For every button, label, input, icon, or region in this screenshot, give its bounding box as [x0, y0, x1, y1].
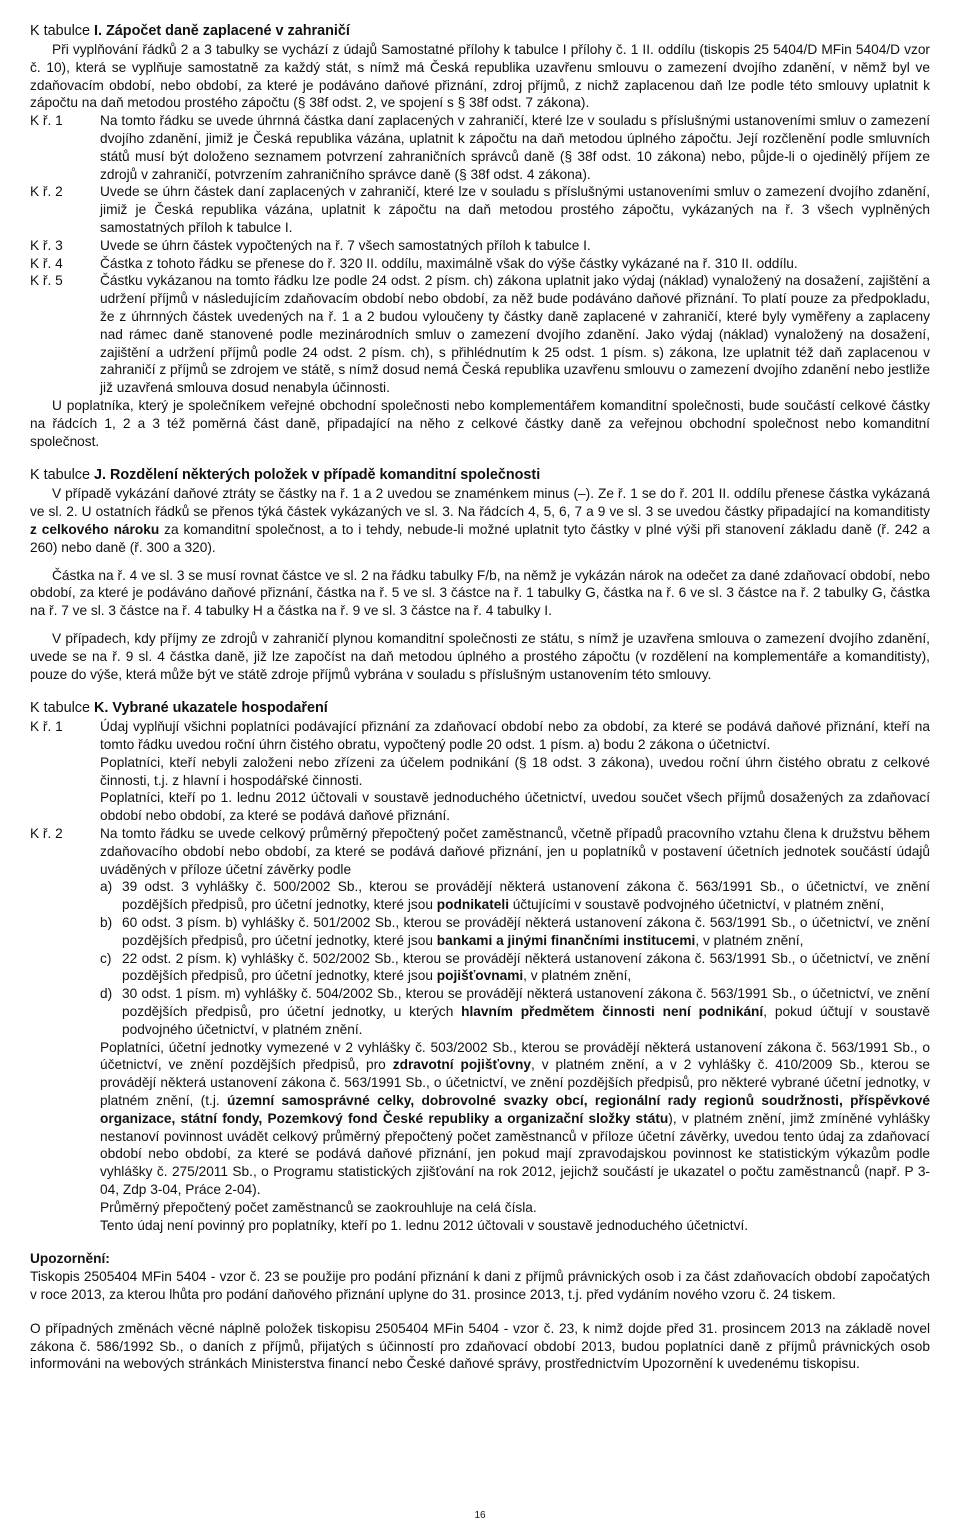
row-label: K ř. 1: [30, 719, 63, 735]
list-item: d) 30 odst. 1 písm. m) vyhlášky č. 504/2002 Sb., kterou se provádějí některá ustanovení zákona č. 563/1991 Sb., o účetnictví, ve znění pozdějších předpisů, pro účetní jednotky, u kterých hlavním předmětem činnosti není podnikání, pokud účtují v soustavě podvojného účetnictví, v platném znění.: [100, 986, 930, 1037]
row-label: K ř. 2: [30, 826, 63, 842]
row-text: Částka z tohoto řádku se přenese do ř. 320 II. oddílu, maximálně však do výše částky vykázané na ř. 310 II. oddílu.: [100, 255, 798, 271]
section-k-heading: K tabulce K. Vybrané ukazatele hospodaření: [30, 700, 328, 717]
page-number: 16: [474, 1510, 486, 1521]
page-content: [30, 22, 930, 1373]
row-text: Údaj vyplňují všichni poplatníci podávající přiznání za zdaňovací období nebo za období, za které se podává daňové přiznání, kteří na tomto řádku uvedou roční úhrn čistého obratu, vypočtený podle 20 odst. 1 písm. a) bodu 2 zákona o účetnictví. Poplatníci, kteří nebyli založeni nebo zřízeni za účelem podnikání (§ 18 odst. 3 zákona), uvedou roční úhrn čistého obratu z celkové činnosti, t.j. z hlavní i hospodářské činnosti. Poplatníci, kteří po 1. lednu 2012 účtovali v soustavě jednoduchého účetnictví, uvedou součet všech příjmů dosažených za zdaňovací období nebo období, za které se podává daňové přiznání.: [100, 719, 930, 824]
row-item: [30, 272, 930, 397]
row-item: [30, 112, 930, 183]
list-item: a) 39 odst. 3 vyhlášky č. 500/2002 Sb., kterou se provádějí některá ustanovení zákona č. 563/1991 Sb., o účetnictví, ve znění pozdějších předpisů, pro účetní jednotky, které jsou podnikateli účtujícími v soustavě podvojného účetnictví, v platném znění,: [100, 879, 930, 913]
row-label: K ř. 5: [30, 273, 63, 289]
row-label: K ř. 1: [30, 113, 63, 129]
row-item: [30, 718, 930, 825]
row-text: Uvede se úhrn částek daní zaplacených v zahraničí, které lze v souladu s příslušnými ustanoveními smluv o zamezení dvojího zdanění, jimiž je Česká republika vázána, uplatnit k zápočtu na daň metodou prostého zápočtu, vykázaných na ř. 3 všech vyplněných samostatných příloh k tabulce I.: [100, 184, 930, 235]
row-item: [30, 183, 930, 236]
section-i-outro: U poplatníka, který je společníkem veřejné obchodní společnosti nebo komplementářem komanditní společnosti, bude součástí celkové částky na řádcích 1, 2 a 3 též poměrná část daně, připadající na něho z celkové částky daně za veřejnou obchodní společnost nebo komanditní společnost.: [30, 397, 930, 449]
row-item: [30, 825, 930, 1234]
row-item: [30, 237, 930, 255]
section-j-p2: Částka na ř. 4 ve sl. 3 se musí rovnat částce ve sl. 2 na řádku tabulky F/b, na němž je vykázán nárok na odečet za dané zdaňovací období, nebo období, za které je podáváno daňové přiznání, částka na ř. 5 ve sl. 3 částce na ř. 1 tabulky G, částka na ř. 6 ve sl. 3 částce na ř. 2 tabulky G, částka na ř. 7 ve sl. 3 částce na ř. 4 tabulky H a částka na ř. 9 ve sl. 3 částce na ř. 4 tabulky I.: [30, 567, 930, 619]
warning-p1: Tiskopis 2505404 MFin 5404 - vzor č. 23 se použije pro podání přiznání k dani z příjmů právnických osob i za část zdaňovacích období započatých v roce 2013, za kterou lhůta pro podání daňového přiznání uplyne do 31. prosince 2013, t.j. před vydáním nového vzoru č. 24 tiskem.: [30, 1269, 930, 1302]
row-label: K ř. 2: [30, 184, 63, 200]
section-i-rows: [30, 112, 930, 397]
list-item: b) 60 odst. 3 písm. b) vyhlášky č. 501/2002 Sb., kterou se provádějí některá ustanovení zákona č. 563/1991 Sb., o účetnictví, ve znění pozdějších předpisů, pro účetní jednotky, které jsou bankami a jinými finančními institucemi, v platném znění,: [100, 915, 930, 948]
warning-heading: Upozornění:: [30, 1251, 110, 1267]
row-text: Uvede se úhrn částek vypočtených na ř. 7 všech samostatných příloh k tabulce I.: [100, 237, 591, 253]
warning-p2: O případných změnách věcné náplně položek tiskopisu 2505404 MFin 5404 - vzor č. 23, k nimž dojde před 31. prosincem 2013 na základě novel zákona č. 586/1992 Sb., o daních z příjmů, přijatých s účinností pro zdaňovací období 2013, budou poplatníci daně z příjmů právnických osob informováni na webových stránkách Ministerstva financí nebo České daňové správy, prostřednictvím Upozornění k uvedenému tiskopisu.: [30, 1320, 930, 1372]
list-item: c) 22 odst. 2 písm. k) vyhlášky č. 502/2002 Sb., kterou se provádějí některá ustanovení zákona č. 563/1991 Sb., o účetnictví, ve znění pozdějších předpisů, pro účetní jednotky, které jsou pojišťovnami, v platném znění,: [100, 950, 930, 984]
section-i-heading: K tabulce I. Zápočet daně zaplacené v zahraničí: [30, 23, 350, 39]
row-label: K ř. 4: [30, 255, 63, 271]
section-j-p3: V případech, kdy příjmy ze zdrojů v zahraničí plynou komanditní společnosti ze státu, s nímž je uzavřena smlouva o zamezení dvojího zdanění, uvede se na ř. 9 sl. 4 částka daně, již lze započíst na daň metodou úplného a prostého zápočtu (v rozdělení na komplementáře a komanditisty), pouze do výše, která může být ve státě zdroje příjmů vybrána v souladu s příslušným ustanovením této smlouvy.: [30, 630, 930, 682]
row-label: K ř. 3: [30, 237, 63, 253]
row-item: [30, 255, 930, 273]
row-text: Na tomto řádku se uvede celkový průměrný přepočtený počet zaměstnanců, včetně případů pracovního vztahu člena k družstvu během zdaňovacího období nebo období, za které se podává daňové přiznání, jen u poplatníků v postavení účetních jednotek součástí údajů uváděných v příloze účetní závěrky podle a) 39 odst. 3 vyhlášky č. 500/2002 Sb., kterou se provádějí některá ustanovení zákona č. 563/1991 Sb., o účetnictví, ve znění pozdějších předpisů, pro účetní jednotky, které jsou podnikateli účtujícími v soustavě podvojného účetnictví, v platném znění, b) 60 odst. 3 písm. b) vyhlášky č. 501/2002 Sb., kterou se provádějí některá ustanovení zákona č. 563/1991 Sb., o účetnictví, ve znění pozdějších předpisů, pro účetní jednotky, které jsou bankami a jinými finančními institucemi, v platném znění, c) 22 odst. 2 písm. k) vyhlášky č. 502/2002 Sb., kterou se provádějí některá ustanovení zákona č. 563/1991 Sb., o účetnictví, ve znění pozdějších předpisů, pro účetní jednotky, které jsou pojišťovnami, v platném znění, d) 30 odst. 1 písm. m) vyhlášky č. 504/2002 Sb., kterou se provádějí některá ustanovení zákona č. 563/1991 Sb., o účetnictví, ve znění pozdějších předpisů, pro účetní jednotky, u kterých hlavním předmětem činnosti není podnikání, pokud účtují v soustavě podvojného účetnictví, v platném znění. Poplatníci, účetní jednotky vymezené v 2 vyhlášky č. 503/2002 Sb., kterou se provádějí některá ustanovení zákona č. 563/1991 Sb., o účetnictví, ve znění pozdějších předpisů, pro zdravotní pojišťovny, v platném znění, a v 2 vyhlášky č. 410/2009 Sb., kterou se provádějí některá ustanovení zákona č. 563/1991 Sb., o účetnictví, ve znění pozdějších předpisů, pro některé vybrané účetní jednotky, v platném znění, (t.j. územní samosprávné celky, dobrovolné svazky obcí, regionální rady regionů soudržnosti, příspěvkové organizace, státní fondy, Pozemkový fond České republiky a organizační složky státu), v platném znění, jimž zmíněné vyhlášky nestanoví povinnost uvádět celkový průměrný přepočtený počet zaměstnanců v příloze účetní závěrky, uvedou tento údaj za zdaňovací období nebo období, za které se podává daňové přiznání, jen pokud mají zpravodajskou povinnost ke statistickým výkazům podle vyhlášky č. 275/2011 Sb., o Programu statistických zjišťování na rok 2012, jejichž součástí je ukazatel o počtu zaměstnanců (např. P 3-04, Zdp 3-04, Práce 2-04). Průměrný přepočtený počet zaměstnanců se zaokrouhluje na celá čísla. Tento údaj není povinný pro poplatníky, kteří po 1. lednu 2012 účtovali v soustavě jednoduchého účetnictví.: [100, 826, 931, 1233]
section-j-heading: K tabulce J. Rozdělení některých položek v případě komanditní společnosti: [30, 467, 541, 484]
section-i-intro: Při vyplňování řádků 2 a 3 tabulky se vychází z údajů Samostatné přílohy k tabulce I přílohy č. 1 II. oddílu (tiskopis 25 5404/D MFin 5404/D vzor č. 10), která se vyplňuje samostatně za každý stát, s nímž má Česká republika uzavřenu smlouvu o zamezení dvojího zdanění, v němž byl ve zdaňovacím období, nebo období, za které je podáváno daňové přiznání, zdroj příjmů, z nichž zaplacenou daň lze podle této smlouvy uplatnit k zápočtu na daň metodou prostého zápočtu (§ 38f odst. 2, ve spojení s § 38f odst. 7 zákona).: [30, 42, 930, 111]
row-text: Částku vykázanou na tomto řádku lze podle 24 odst. 2 písm. ch) zákona uplatnit jako výdaj (náklad) vynaložený na dosažení, zajištění a udržení příjmů v následujícím zdaňovacím období nebo období, za něž bude podáváno daňové přiznání. To platí pouze za předpokladu, že z úhrnných částek uvedených na ř. 1 a 2 budou vyloučeny ty částky daně zaplacené v zahraničí, které byly vyměřeny a zaplaceny nad rámec daně stanovené podle mezinárodních smluv o zamezení dvojího zdanění. Jako výdaj (náklad) vynaložený na dosažení, zajištění a udržení příjmů podle 24 odst. 2 písm. ch), s přihlédnutím k 25 odst. 1 písm. s) zákona, lze uplatnit též daň zaplacenou v zahraničí z příjmů se zdrojem ve státě, s nímž dosud nemá Česká republika uzavřenu smlouvu o zamezení dvojího zdanění nebo jestliže již uzavřená smlouva dosud nenabyla účinnosti.: [100, 273, 930, 396]
section-j-p1: V případě vykázání daňové ztráty se částky na ř. 1 a 2 uvedou se znaménkem minus (–). Ze ř. 1 se do ř. 201 II. oddílu přenese částka vykázaná ve sl. 2. U ostatních řádků se přenos týká částek vykázaných ve sl. 3. Na řádcích 4, 5, 6, 7 a 9 ve sl. 3 se uvedou částky připadající na komanditisty z celkového nároku za komanditní společnost, a to i tehdy, nebude-li možné uplatnit tyto částky v plné výši při stanovení základu daně (ř. 242 a 260) nebo daně (ř. 300 a 320).: [30, 486, 931, 555]
row-text: Na tomto řádku se uvede úhrnná částka daní zaplacených v zahraničí, které lze v souladu s příslušnými ustanoveními smluv o zamezení dvojího zdanění, jimiž je Česká republika vázána, uplatnit k zápočtu na daň metodou úplného zápočtu. Její rozčlenění podle smluvních států musí být doloženo seznamem potvrzení zahraničních správců daně (§ 38f odst. 10 zákona) nebo, půjde-li o ojedinělý příjem ze zdrojů v zahraničí, potvrzením zahraničního správce daně (§ 38f odst. 4 zákona).: [100, 113, 930, 182]
